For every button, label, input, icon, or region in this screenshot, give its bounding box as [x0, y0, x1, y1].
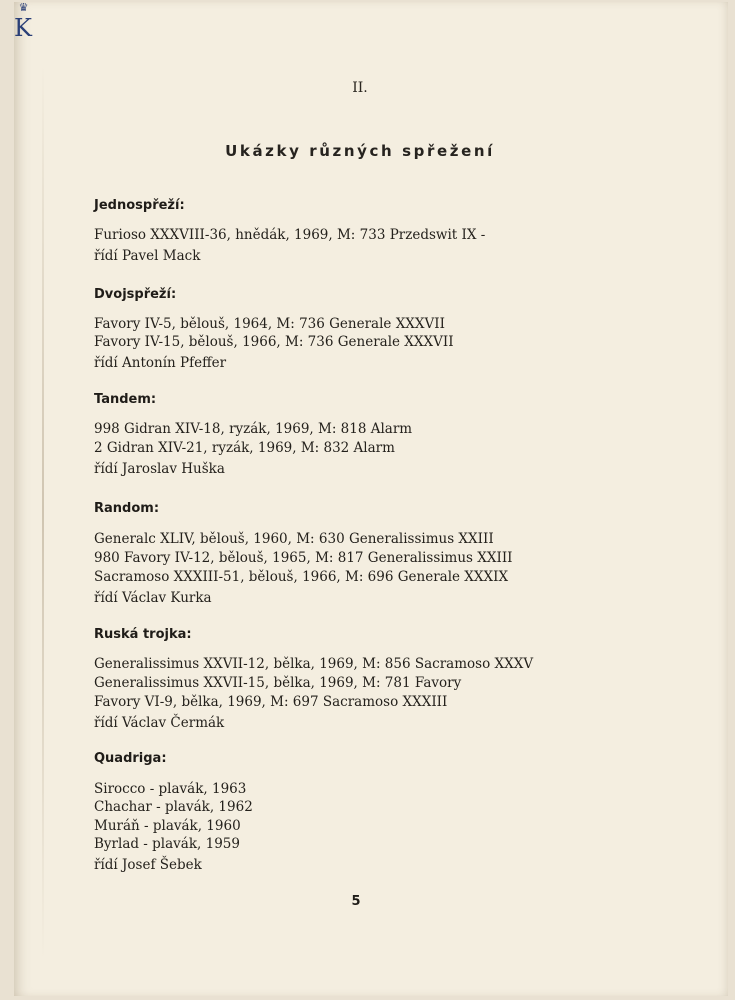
horse-line: Sacramoso XXXIII-51, bělouš, 1966, M: 696 Generale XXXIX [94, 569, 509, 585]
chapter-number: II. [352, 80, 368, 96]
section-heading: Quadriga: [94, 751, 167, 766]
driver-line: řídí Pavel Mack [94, 248, 201, 264]
horse-line: Generalc XLIV, bělouš, 1960, M: 630 Generalissimus XXIII [94, 531, 494, 547]
driver-line: řídí Jaroslav Huška [94, 461, 225, 477]
horse-line: Generalissimus XXVII-12, bělka, 1969, M: 856 Sacramoso XXXV [94, 656, 534, 672]
horse-line: Generalissimus XXVII-15, bělka, 1969, M: 781 Favory [94, 675, 462, 691]
crown-icon: ♛ [18, 1, 28, 14]
driver-line: řídí Václav Čermák [94, 715, 225, 731]
logo-letter: K [14, 14, 32, 42]
horse-line: Byrlad - plavák, 1959 [94, 836, 240, 852]
section-heading: Jednospřeží: [94, 198, 185, 213]
page-number: 5 [351, 894, 361, 909]
horse-line: 2 Gidran XIV-21, ryzák, 1969, M: 832 Alarm [94, 440, 395, 456]
horse-line: Furioso XXXVIII-36, hnědák, 1969, M: 733 Przedswit IX - [94, 227, 486, 243]
section-heading: Tandem: [94, 392, 157, 407]
horse-line: Chachar - plavák, 1962 [94, 799, 253, 815]
horse-line: 998 Gidran XIV-18, ryzák, 1969, M: 818 Alarm [94, 421, 413, 437]
section-heading: Ruská trojka: [94, 627, 192, 642]
horse-line: Muráň - plavák, 1960 [94, 818, 241, 834]
horse-line: 980 Favory IV-12, bělouš, 1965, M: 817 Generalissimus XXIII [94, 550, 513, 566]
library-logo [12, 2, 34, 48]
horse-line: Favory IV-5, bělouš, 1964, M: 736 Generale XXXVII [94, 316, 445, 332]
driver-line: řídí Josef Šebek [94, 857, 202, 873]
driver-line: řídí Václav Kurka [94, 590, 212, 606]
driver-line: řídí Antonín Pfeffer [94, 355, 227, 371]
horse-line: Sirocco - plavák, 1963 [94, 781, 247, 797]
section-heading: Dvojspřeží: [94, 287, 177, 302]
page-fold [42, 62, 44, 962]
section-heading: Random: [94, 501, 160, 516]
page-title: Ukázky různých spřežení [225, 142, 495, 160]
horse-line: Favory IV-15, bělouš, 1966, M: 736 Generale XXXVII [94, 334, 454, 350]
horse-line: Favory VI-9, bělka, 1969, M: 697 Sacramoso XXXIII [94, 694, 448, 710]
